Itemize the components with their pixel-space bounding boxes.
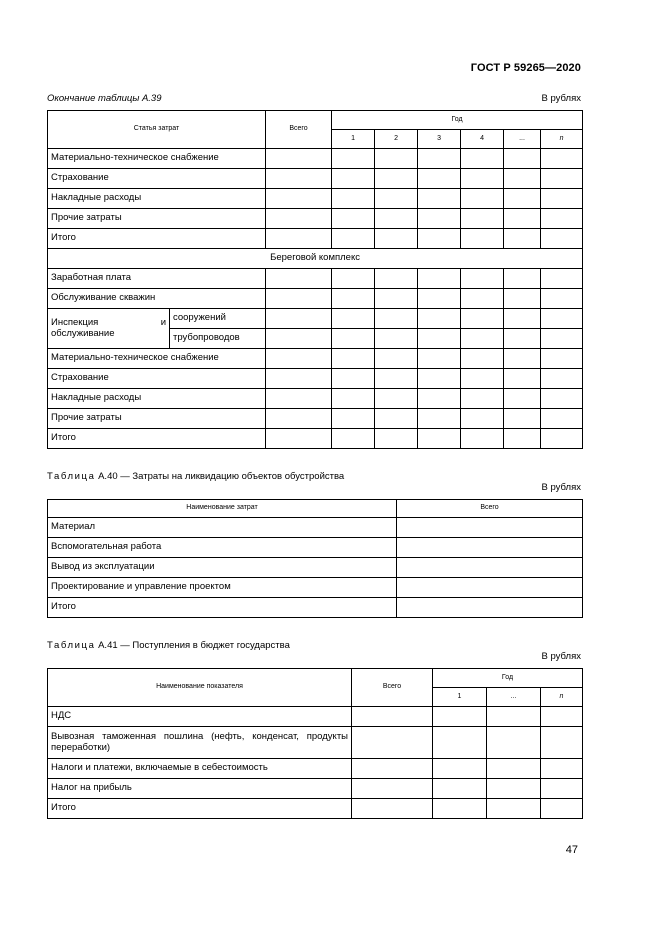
row-label: Итого — [48, 799, 352, 819]
table41-title: — Поступления в бюджет государства — [120, 640, 290, 651]
table41-units: В рублях — [541, 651, 581, 662]
table39-caption: Окончание таблицы А.39 — [47, 93, 162, 104]
table39-header-year-1: 1 — [332, 130, 375, 149]
document-standard-number: ГОСТ Р 59265—2020 — [470, 62, 581, 74]
table39-units: В рублях — [541, 93, 581, 104]
table-row — [48, 169, 583, 189]
table-row — [48, 269, 583, 289]
table39-section-row — [48, 249, 583, 269]
row-label: Вывод из эксплуатации — [48, 558, 397, 578]
table-row — [48, 289, 583, 309]
table41 — [47, 668, 583, 819]
table-row — [48, 538, 583, 558]
table39-header-item: Статья затрат — [48, 111, 266, 149]
table-row — [48, 389, 583, 409]
table41-caption — [47, 640, 290, 651]
row-label: Прочие затраты — [48, 209, 266, 229]
row-label: Материально-техническое снабжение — [48, 149, 266, 169]
row-label: НДС — [48, 707, 352, 727]
table-row — [48, 189, 583, 209]
table-row — [48, 759, 583, 779]
row-label: Накладные расходы — [48, 389, 266, 409]
table41-header-total: Всего — [352, 669, 433, 707]
table39-header-year-3: 3 — [418, 130, 461, 149]
table40-header-total: Всего — [397, 500, 583, 518]
table-row — [48, 369, 583, 389]
inspection-sub-pipelines: трубопроводов — [170, 329, 266, 349]
table39-header-year: Год — [332, 111, 583, 130]
row-label: Итого — [48, 229, 266, 249]
row-label: Вывозная таможенная пошлина (нефть, конденсат, продукты переработки) — [48, 727, 352, 759]
row-label: Налоги и платежи, включаемые в себестоимость — [48, 759, 352, 779]
table40-number: А.40 — [98, 471, 118, 482]
table-row — [48, 518, 583, 538]
table-row — [48, 779, 583, 799]
page-number: 47 — [565, 844, 578, 856]
table39 — [47, 110, 583, 449]
row-label: Накладные расходы — [48, 189, 266, 209]
table41-header-year-1: 1 — [433, 688, 487, 707]
table-row — [48, 349, 583, 369]
table-row — [48, 707, 583, 727]
row-label: Страхование — [48, 369, 266, 389]
row-label: Вспомогательная работа — [48, 538, 397, 558]
table41-number: А.41 — [98, 640, 118, 651]
row-label: Налог на прибыль — [48, 779, 352, 799]
table-row — [48, 429, 583, 449]
table40-caption — [47, 471, 344, 482]
table39-header-year-n: n — [541, 130, 583, 149]
table39-header-year-4: 4 — [461, 130, 504, 149]
table-row — [48, 578, 583, 598]
table41-header-year: Год — [433, 669, 583, 688]
table39-header-total: Всего — [266, 111, 332, 149]
table-row — [48, 209, 583, 229]
table-row — [48, 558, 583, 578]
table39-header-year-ellipsis: ... — [504, 130, 541, 149]
table41-header-year-ellipsis: ... — [487, 688, 541, 707]
table41-header-year-n: n — [541, 688, 583, 707]
row-label: Материал — [48, 518, 397, 538]
table41-label: Таблица — [47, 640, 96, 651]
table-row — [48, 409, 583, 429]
table40-units: В рублях — [541, 482, 581, 493]
section-title: Береговой комплекс — [48, 249, 583, 269]
table40 — [47, 499, 583, 618]
table40-label: Таблица — [47, 471, 96, 482]
row-label: Заработная плата — [48, 269, 266, 289]
table-row — [48, 598, 583, 618]
table-row — [48, 727, 583, 759]
table40-title: — Затраты на ликвидацию объектов обустройства — [120, 471, 345, 482]
table-row — [48, 149, 583, 169]
row-label: Обслуживание скважин — [48, 289, 266, 309]
table-row — [48, 309, 583, 329]
row-label: Страхование — [48, 169, 266, 189]
row-label: Итого — [48, 429, 266, 449]
table39-header-year-2: 2 — [375, 130, 418, 149]
row-label: Материально-техническое снабжение — [48, 349, 266, 369]
inspection-sub-structures: сооружений — [170, 309, 266, 329]
row-label: Итого — [48, 598, 397, 618]
table-row — [48, 229, 583, 249]
table41-header-name: Наименование показателя — [48, 669, 352, 707]
inspection-label: Инспекция и обслуживание — [48, 309, 170, 349]
row-label: Прочие затраты — [48, 409, 266, 429]
table40-header-name: Наименование затрат — [48, 500, 397, 518]
row-label: Проектирование и управление проектом — [48, 578, 397, 598]
table-row — [48, 799, 583, 819]
